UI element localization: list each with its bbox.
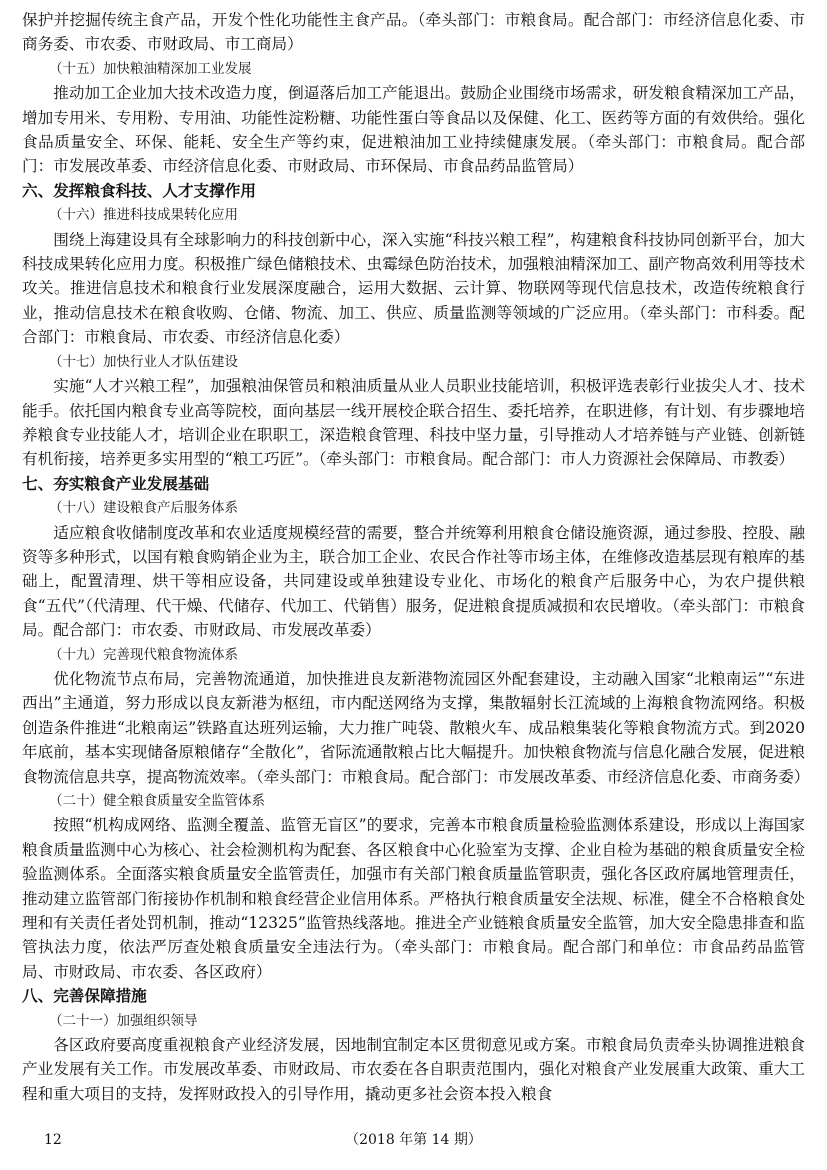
body-paragraph: 优化物流节点布局，完善物流通道，加快推进良友新港物流园区外配套建设，主动融入国家“北粮南运”“东进西出”主通道，努力形成以良友新港为枢纽，市内配送网络为支撑，集散辐射长江流域的上海粮食物流网络。积极创造条件推进“北粮南运”铁路直达班列运输，大力推广吨袋、散粮火车、成品粮集装化等粮食物流方式。到2020年底前，基本实现储备原粮储存“全散化”，省际流通散粮占比大幅提升。加快粮食物流与信息化融合发展，促进粮食物流信息共享，提高物流效率。（牵头部门：市粮食局。配合部门：市发展改革委、市经济信息化委、市商务委） [22, 669, 810, 786]
document-body [22, 8, 810, 1106]
body-paragraph: 按照“机构成网络、监测全覆盖、监管无盲区”的要求，完善本市粮食质量检验监测体系建设，形成以上海国家粮食质量监测中心为核心、社会检测机构为配套、各区粮食中心化验室为支撑、企业自检为基础的粮食质量安全检验监测体系。全面落实粮食质量安全监管责任，加强市有关部门粮食质量监管职责，强化各区政府属地管理责任，推动建立监管部门衔接协作机制和粮食经营企业信用体系。严格执行粮食质量安全法规、标准，健全不合格粮食处理和有关责任者处罚机制，推动“12325”监管热线落地。推进全产业链粮食质量安全监管，加大安全隐患排查和监管执法力度，依法严厉查处粮食质量安全违法行为。（牵头部门：市粮食局。配合部门和单位：市食品药品监管局、市财政局、市农委、各区政府） [22, 816, 805, 981]
subsection-heading: （十七）加快行业人才队伍建设 [49, 353, 238, 370]
subsection-heading: （十九）完善现代粮食物流体系 [49, 646, 238, 663]
section-heading: 八、完善保障措施 [22, 987, 147, 1006]
body-paragraph: 保护并挖掘传统主食产品，开发个性化功能性主食产品。（牵头部门：市粮食局。配合部门：市经济信息化委、市商务委、市农委、市财政局、市工商局） [22, 11, 805, 54]
body-paragraph: 推动加工企业加大技术改造力度，倒逼落后加工产能退出。鼓励企业围绕市场需求，研发粮食精深加工产品，增加专用米、专用粉、专用油、功能性淀粉糖、功能性蛋白等食品以及保健、化工、医药等方面的有效供给。强化食品质量安全、环保、能耗、安全生产等约束，促进粮油加工业持续健康发展。（牵头部门：市粮食局。配合部门：市发展改革委、市经济信息化委、市财政局、市环保局、市食品药品监管局） [22, 84, 805, 176]
subsection-heading: （十六）推进科技成果转化应用 [49, 207, 238, 224]
page-footer [0, 1128, 827, 1152]
subsection-heading: （二十）健全粮食质量安全监管体系 [49, 793, 265, 809]
section-heading: 七、夯实粮食产业发展基础 [22, 474, 210, 493]
subsection-heading: （二十一）加强组织领导 [49, 1012, 198, 1029]
body-paragraph: 适应粮食收储制度改革和农业适度规模经营的需要，整合并统筹利用粮食仓储设施资源，通过参股、控股、融资等多种形式，以国有粮食购销企业为主，联合加工企业、农民合作社等市场主体，在维修改造基层现有粮库的基础上，配置清理、烘干等相应设备，共同建设或单独建设专业化、市场化的粮食产后服务中心，为农户提供粮食“五代”（代清理、代干燥、代储存、代加工、代销售）服务，促进粮食提质减损和农民增收。（牵头部门：市粮食局。配合部门：市农委、市财政局、市发展改革委） [22, 523, 805, 640]
issue-label: （2018 年第 14 期） [345, 1132, 482, 1148]
body-paragraph: 围绕上海建设具有全球影响力的科技创新中心，深入实施“科技兴粮工程”，构建粮食科技协同创新平台，加大科技成果转化应用力度。积极推广绿色储粮技术、虫霉绿色防治技术，加强粮油精深加工、副产物高效利用等技术攻关。推进信息技术和粮食行业发展深度融合，运用大数据、云计算、物联网等现代信息技术，改造传统粮食行业，推动信息技术在粮食收购、仓储、物流、加工、供应、质量监测等领域的广泛应用。（牵头部门：市科委。配合部门：市粮食局、市农委、市经济信息化委） [22, 230, 805, 347]
subsection-heading: （十八）建设粮食产后服务体系 [49, 500, 238, 517]
body-paragraph: 实施“人才兴粮工程”，加强粮油保管员和粮油质量从业人员职业技能培训，积极评选表彰行业拔尖人才、技术能手。依托国内粮食专业高等院校，面向基层一线开展校企联合招生、委托培养，在职进修，有计划、有步骤地培养粮食专业技能人才，培训企业在职职工，深造粮食管理、科技中坚力量，引导推动人才培养链与产业链、创新链有机衔接，培养更多实用型的“粮工巧匠”。（牵头部门：市粮食局。配合部门：市人力资源社会保障局、市教委） [22, 377, 805, 469]
page-number: 12 [44, 1132, 62, 1148]
section-heading: 六、发挥粮食科技、人才支撑作用 [22, 181, 256, 200]
body-paragraph: 各区政府要高度重视粮食产业经济发展，因地制宜制定本区贯彻意见或方案。市粮食局负责牵头协调推进粮食产业发展有关工作。市发展改革委、市财政局、市农委在各自职责范围内，强化对粮食产业发展重大政策、重大工程和重大项目的支持，发挥财政投入的引导作用，撬动更多社会资本投入粮食 [22, 1036, 805, 1103]
subsection-heading: （十五）加快粮油精深加工业发展 [49, 60, 252, 77]
